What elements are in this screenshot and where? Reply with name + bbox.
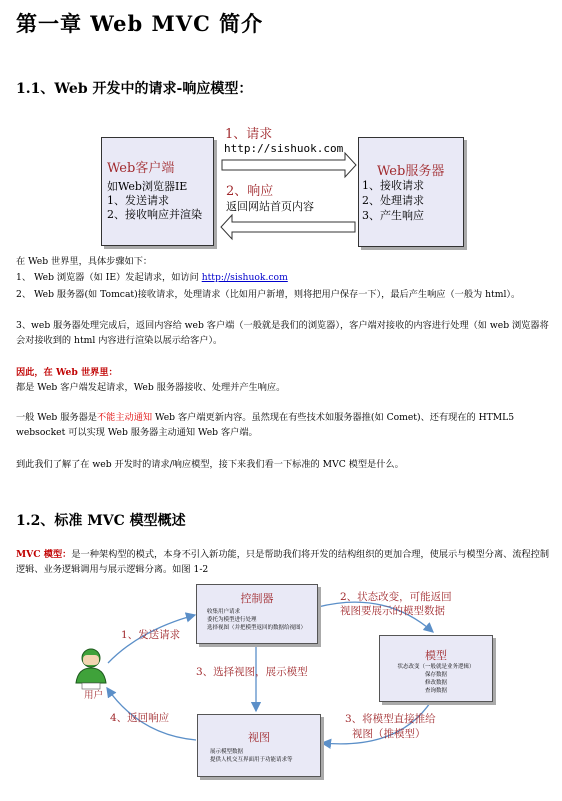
step-3: 3、web 服务器处理完成后，返回内容给 web 客户端（一般就是我们的浏览器），客户端对接收的内容进行处理（如 web 浏览器将会对接收到的 html 内容进行渲染以展示给客户）。 [16, 320, 549, 346]
sishuok-link[interactable]: http://sishuok.com [201, 272, 288, 283]
model-line: 修改数据 [424, 680, 447, 686]
summary-paragraph: 到此我们了解了在 web 开发时的请求/响应模型，接下来我们看一下标准的 MVC 模型是什么。 [16, 459, 404, 470]
arrow-3b-label-line2: 视图（推模型） [352, 728, 426, 740]
therefore-text: 都是 Web 客户端发起请求，Web 服务器接收、处理并产生响应。 [16, 382, 286, 393]
view-line: 展示模型数据 [210, 749, 244, 755]
controller-box [196, 584, 318, 644]
request-arrow [222, 153, 356, 177]
request-label: 1、请求 [225, 127, 273, 142]
web-client-line: 如Web浏览器IE [107, 180, 188, 193]
controller-title: 控制器 [240, 592, 274, 605]
web-client-line: 1、发送请求 [107, 194, 169, 207]
model-line: 查询数据 [424, 688, 447, 694]
section-1-2-heading: 1.2、标准 MVC 模型概述 [16, 513, 186, 529]
request-url: http://sishuok.com [224, 142, 344, 155]
chapter-title: 第一章 Web MVC 简介 [16, 11, 264, 36]
section-1-1-heading: 1.1、Web 开发中的请求-响应模型： [16, 81, 253, 97]
steps-intro: 在 Web 世界里，具体步骤如下： [16, 256, 153, 267]
arrow-4-label: 4、返回响应 [110, 712, 170, 724]
arrow-3b-label-line1: 3、将模型直接推给 [345, 713, 436, 725]
mvc-paragraph [16, 547, 552, 577]
model-line: 保存数据 [424, 672, 447, 678]
user-icon [76, 649, 106, 689]
therefore-label: 因此，在 Web 世界里： [16, 367, 118, 378]
model-box [379, 635, 493, 702]
mvc-diagram [0, 575, 562, 795]
web-server-title: Web服务器 [377, 164, 445, 179]
cannot-notify-text: 不能主动通知 [96, 412, 153, 423]
response-desc: 返回网站首页内容 [226, 200, 314, 213]
arrow-2-label-line1: 2、状态改变，可能返回 [340, 591, 452, 603]
arrow-3-label: 3、选择视图，展示模型 [196, 666, 308, 678]
web-client-title: Web客户端 [107, 161, 175, 176]
web-server-line: 1、接收请求 [362, 179, 424, 192]
server-push-prefix: 一般 Web 服务器是 [16, 412, 97, 423]
model-title: 模型 [425, 649, 447, 662]
view-line: 提供人机交互界面用于功能请求等 [210, 757, 293, 763]
server-push-paragraph [16, 410, 552, 440]
controller-line: 收集用户请求 [207, 609, 241, 615]
response-label: 2、响应 [226, 184, 274, 199]
mvc-text: 是一种架构型的模式，本身不引入新功能，只是帮助我们将开发的结构组织的更加合理，使展示与模型分离、流程控制逻辑、业务逻辑调用与展示逻辑分离。如图 1-2 [16, 549, 550, 575]
step-2: 2、 Web 服务器(如 Tomcat)接收请求，处理请求（比如用户新增，则将把用户保存一下），最后产生响应（一般为 html）。 [16, 289, 521, 300]
diagram-1-arrows [0, 0, 562, 260]
response-arrow [221, 215, 355, 239]
view-box [197, 714, 321, 777]
view-title: 视图 [248, 731, 270, 744]
user-label: 用户 [84, 690, 104, 701]
arrow-2-label-line2: 视图要展示的模型数据 [340, 605, 445, 617]
mvc-label: MVC 模型： [16, 549, 72, 560]
request-response-diagram [0, 0, 562, 260]
controller-line: 委托为模型进行处理 [207, 617, 257, 623]
arrow-1-label: 1、发送请求 [121, 629, 181, 641]
step-1-text: 1、 Web 浏览器（如 IE）发起请求，如访问 [16, 272, 199, 283]
web-server-line: 2、处理请求 [362, 194, 424, 207]
model-line: 状态改变（一般就是业务逻辑） [397, 664, 475, 670]
controller-line: 选择视图（并把模型返回的数据给视图） [207, 625, 307, 631]
web-client-line: 2、接收响应并渲染 [107, 208, 202, 221]
server-push-suffix: Web 客户端更新内容。虽然现在有些技术如服务器推(如 Comet)、还有现在的 HTML5 websocket 可以实现 Web 服务器主动通知 Web 客户端。 [16, 412, 515, 438]
step-1 [16, 270, 552, 285]
web-server-line: 3、产生响应 [362, 209, 424, 222]
